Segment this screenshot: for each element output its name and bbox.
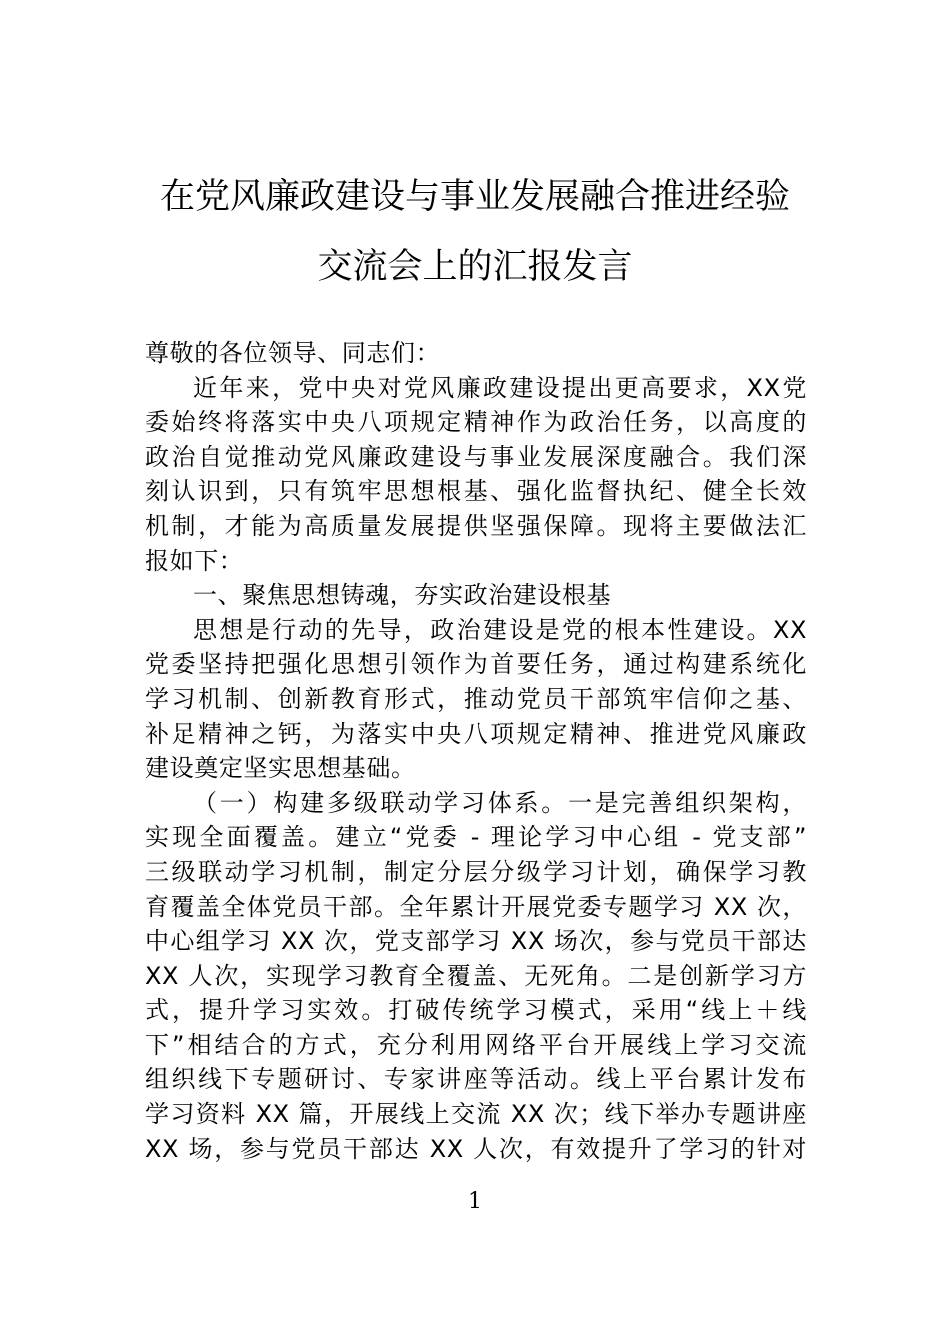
paragraph-line: 报如下： [145,546,244,575]
salutation: 尊敬的各位领导、同志们： [145,339,441,367]
paragraph-line: 政治自觉推动党风廉政建设与事业发展深度融合。我们深 [145,442,807,471]
section-heading: 一、聚焦思想铸魂，夯实政治建设根基 [193,581,612,610]
paragraph-line: 学习机制、创新教育形式，推动党员干部筑牢信仰之基、 [145,684,807,713]
paragraph-line: 委始终将落实中央八项规定精神作为政治任务，以高度的 [145,408,807,437]
paragraph-line: 式，提升学习实效。打破传统学习模式，采用“线上＋线 [145,996,807,1025]
document-body [145,336,807,1166]
paragraph-line: 学习资料 XX 篇，开展线上交流 XX 次；线下举办专题讲座 [145,1100,807,1129]
document-title-line-2: 交流会上的汇报发言 [317,247,633,287]
page-number: 1 [468,1189,482,1214]
paragraph-line: XX 场，参与党员干部达 XX 人次，有效提升了学习的针对 [145,1134,807,1163]
document-title-line-1: 在党风廉政建设与事业发展融合推进经验 [159,177,790,217]
paragraph-line: 中心组学习 XX 次，党支部学习 XX 场次，参与党员干部达 [145,927,807,956]
paragraph-line: 三级联动学习机制，制定分层分级学习计划，确保学习教 [145,857,807,886]
paragraph-line: 实现全面覆盖。建立“党委 - 理论学习中心组 - 党支部” [145,823,807,852]
paragraph-line: （一）构建多级联动学习体系。一是完善组织架构， [193,788,807,817]
paragraph-line: 下”相结合的方式，充分利用网络平台开展线上学习交流 [145,1030,807,1059]
paragraph-line: 育覆盖全体党员干部。全年累计开展党委专题学习 XX 次， [145,892,807,921]
paragraph-line: 建设奠定坚实思想基础。 [145,754,416,783]
paragraph-line: 近年来，党中央对党风廉政建设提出更高要求，XX党 [193,373,807,402]
paragraph-line: 组织线下专题研讨、专家讲座等活动。线上平台累计发布 [145,1065,807,1094]
paragraph-line: 党委坚持把强化思想引领作为首要任务，通过构建系统化 [145,650,807,679]
paragraph-line: 刻认识到，只有筑牢思想根基、强化监督执纪、健全长效 [145,477,807,506]
paragraph-line: 思想是行动的先导，政治建设是党的根本性建设。XX [193,615,807,644]
paragraph-line: 补足精神之钙，为落实中央八项规定精神、推进党风廉政 [145,719,807,748]
paragraph-line: XX 人次，实现学习教育全覆盖、无死角。二是创新学习方 [145,961,807,990]
paragraph-line: 机制，才能为高质量发展提供坚强保障。现将主要做法汇 [145,511,807,540]
